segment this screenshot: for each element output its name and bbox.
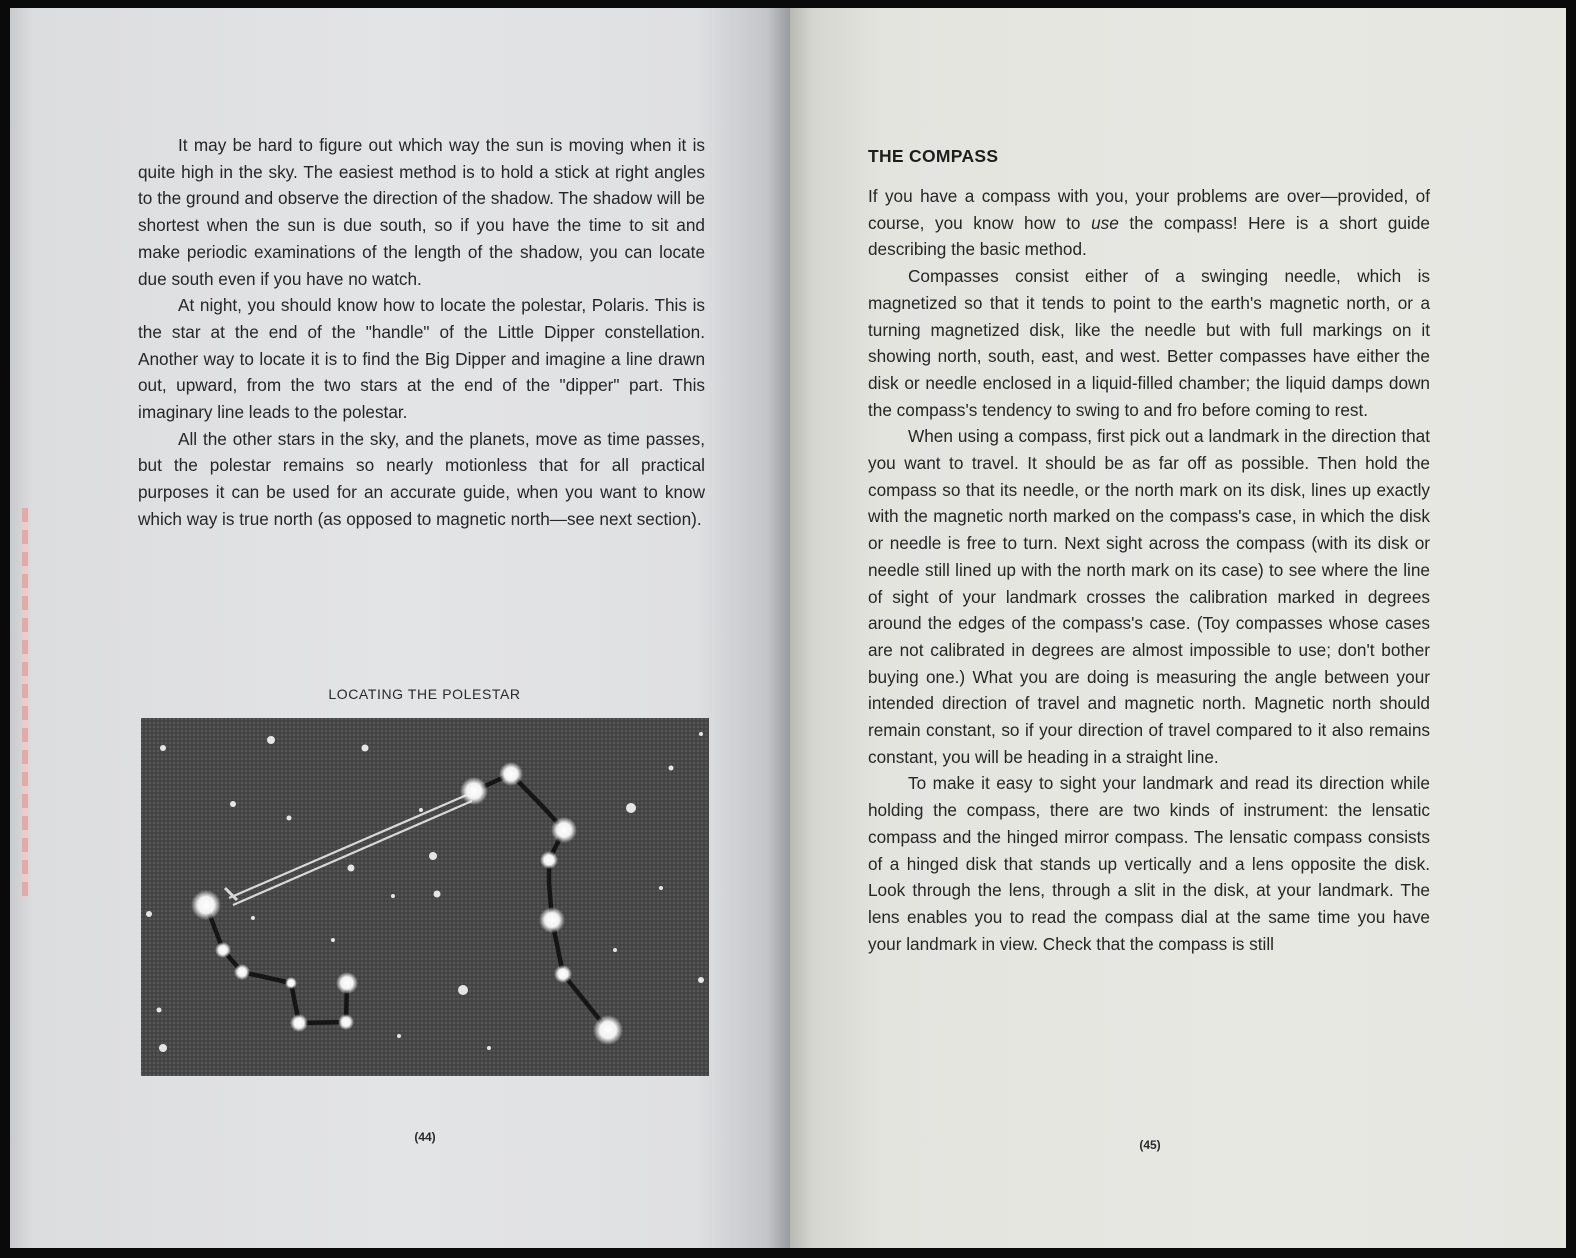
figure-caption: LOCATING THE POLESTAR — [328, 686, 521, 702]
right-page-body — [868, 183, 1430, 957]
left-page-body — [138, 132, 705, 533]
paragraph-lensatic-compass: To make it easy to sight your landmark and read its direction while holding the compass, there are two kinds of instrument: the lensatic compass and the hinged mirror compass. The lensatic compass consists of a hinged disk that stands up vertically and a lens opposite the disk. Look through the lens, through a slit in the disk, at your landmark. The lens enables you to read the compass dial at the same time you have your landmark in view. Check that the compass is still — [868, 773, 1430, 954]
star-little-dipper-2 — [215, 942, 231, 958]
paragraph-true-north: All the other stars in the sky, and the planets, move as time passes, but the polestar remains so nearly motionless that for all practical purposes it can be used for an accurate guide, when you want to know which way is true north (as opposed to magnetic north—see next section). — [138, 428, 705, 529]
paragraph-using-compass: When using a compass, first pick out a landmark in the direction that you want to travel. It should be as far off as possible. Then hold the compass so that its needle, or the north mark on its disk, lines up exactly with the magnetic north marked on the compass's case, in which the disk or needle is free to turn. Next sight across the compass (with its disk or needle still lined up with the north mark on its case) to see where the line of sight of your landmark crosses the calibration marked in degrees around the edges of the compass's case. (Toy compasses whose cases are not calibrated in degrees are almost impossible to use; don't bother buying one.) What you are doing is measuring the angle between your intended direction of travel and magnetic north. Magnetic north should remain constant, so if your direction of travel compared to it also remains constant, you will be heading in a straight line. — [868, 426, 1430, 767]
star-alkaid — [593, 1015, 623, 1045]
polestar-star-map — [141, 718, 709, 1076]
paragraph-compass-intro — [868, 183, 1430, 263]
star-merak — [499, 762, 523, 786]
star-polaris — [191, 890, 221, 920]
right-page — [790, 8, 1566, 1248]
star-little-dipper-3 — [234, 964, 250, 980]
star-mizar — [554, 965, 572, 983]
star-little-dipper-6 — [338, 1014, 354, 1030]
page-number-45: (45) — [1139, 1138, 1161, 1152]
left-page — [10, 8, 790, 1248]
star-phecda — [551, 817, 577, 843]
paragraph-compass-types: Compasses consist either of a swinging needle, which is magnetized so that it tends to point to the earth's magnetic north, or a turning magnetized disk, like the needle but with full markings on it showing north, south, east, and west. Better compasses have either the disk or needle enclosed in a liquid-filled chamber; the liquid damps down the compass's tendency to swing to and fro before coming to rest. — [868, 266, 1430, 420]
emphasized-use: use — [1091, 212, 1119, 233]
star-little-dipper-5 — [290, 1014, 308, 1032]
intro-text-before: If you have a compass with you, your problems are over—provided, of course, you know how to — [868, 186, 1430, 233]
page-number-44: (44) — [414, 1130, 436, 1144]
star-megrez — [540, 851, 558, 869]
paragraph-polestar: At night, you should know how to locate the polestar, Polaris. This is the star at the end of the "handle" of the Little Dipper constellation. Another way to locate it is to find the Big Dipper and imagine a line drawn out, upward, from the two stars at the end of the "dipper" part. This imaginary line leads to the polestar. — [138, 295, 705, 423]
paragraph-sun-shadow: It may be hard to figure out which way the sun is moving when it is quite high in the sky. The easiest method is to hold a stick at right angles to the ground and observe the direction of the shadow. The shadow will be shortest when the sun is due south, so if you have the time to sit and make periodic examinations of the length of the shadow, you can locate due south even if you have no watch. — [138, 135, 705, 289]
intro-text-after: the compass! Here is a short guide describing the basic method. — [868, 212, 1430, 260]
star-little-dipper-7 — [336, 972, 358, 994]
book-spread — [0, 8, 1576, 1248]
star-dubhe — [460, 777, 488, 805]
page-edge-stain — [22, 508, 28, 898]
section-heading-compass: THE COMPASS — [868, 146, 999, 166]
star-little-dipper-4 — [285, 977, 297, 989]
star-alioth — [539, 907, 565, 933]
